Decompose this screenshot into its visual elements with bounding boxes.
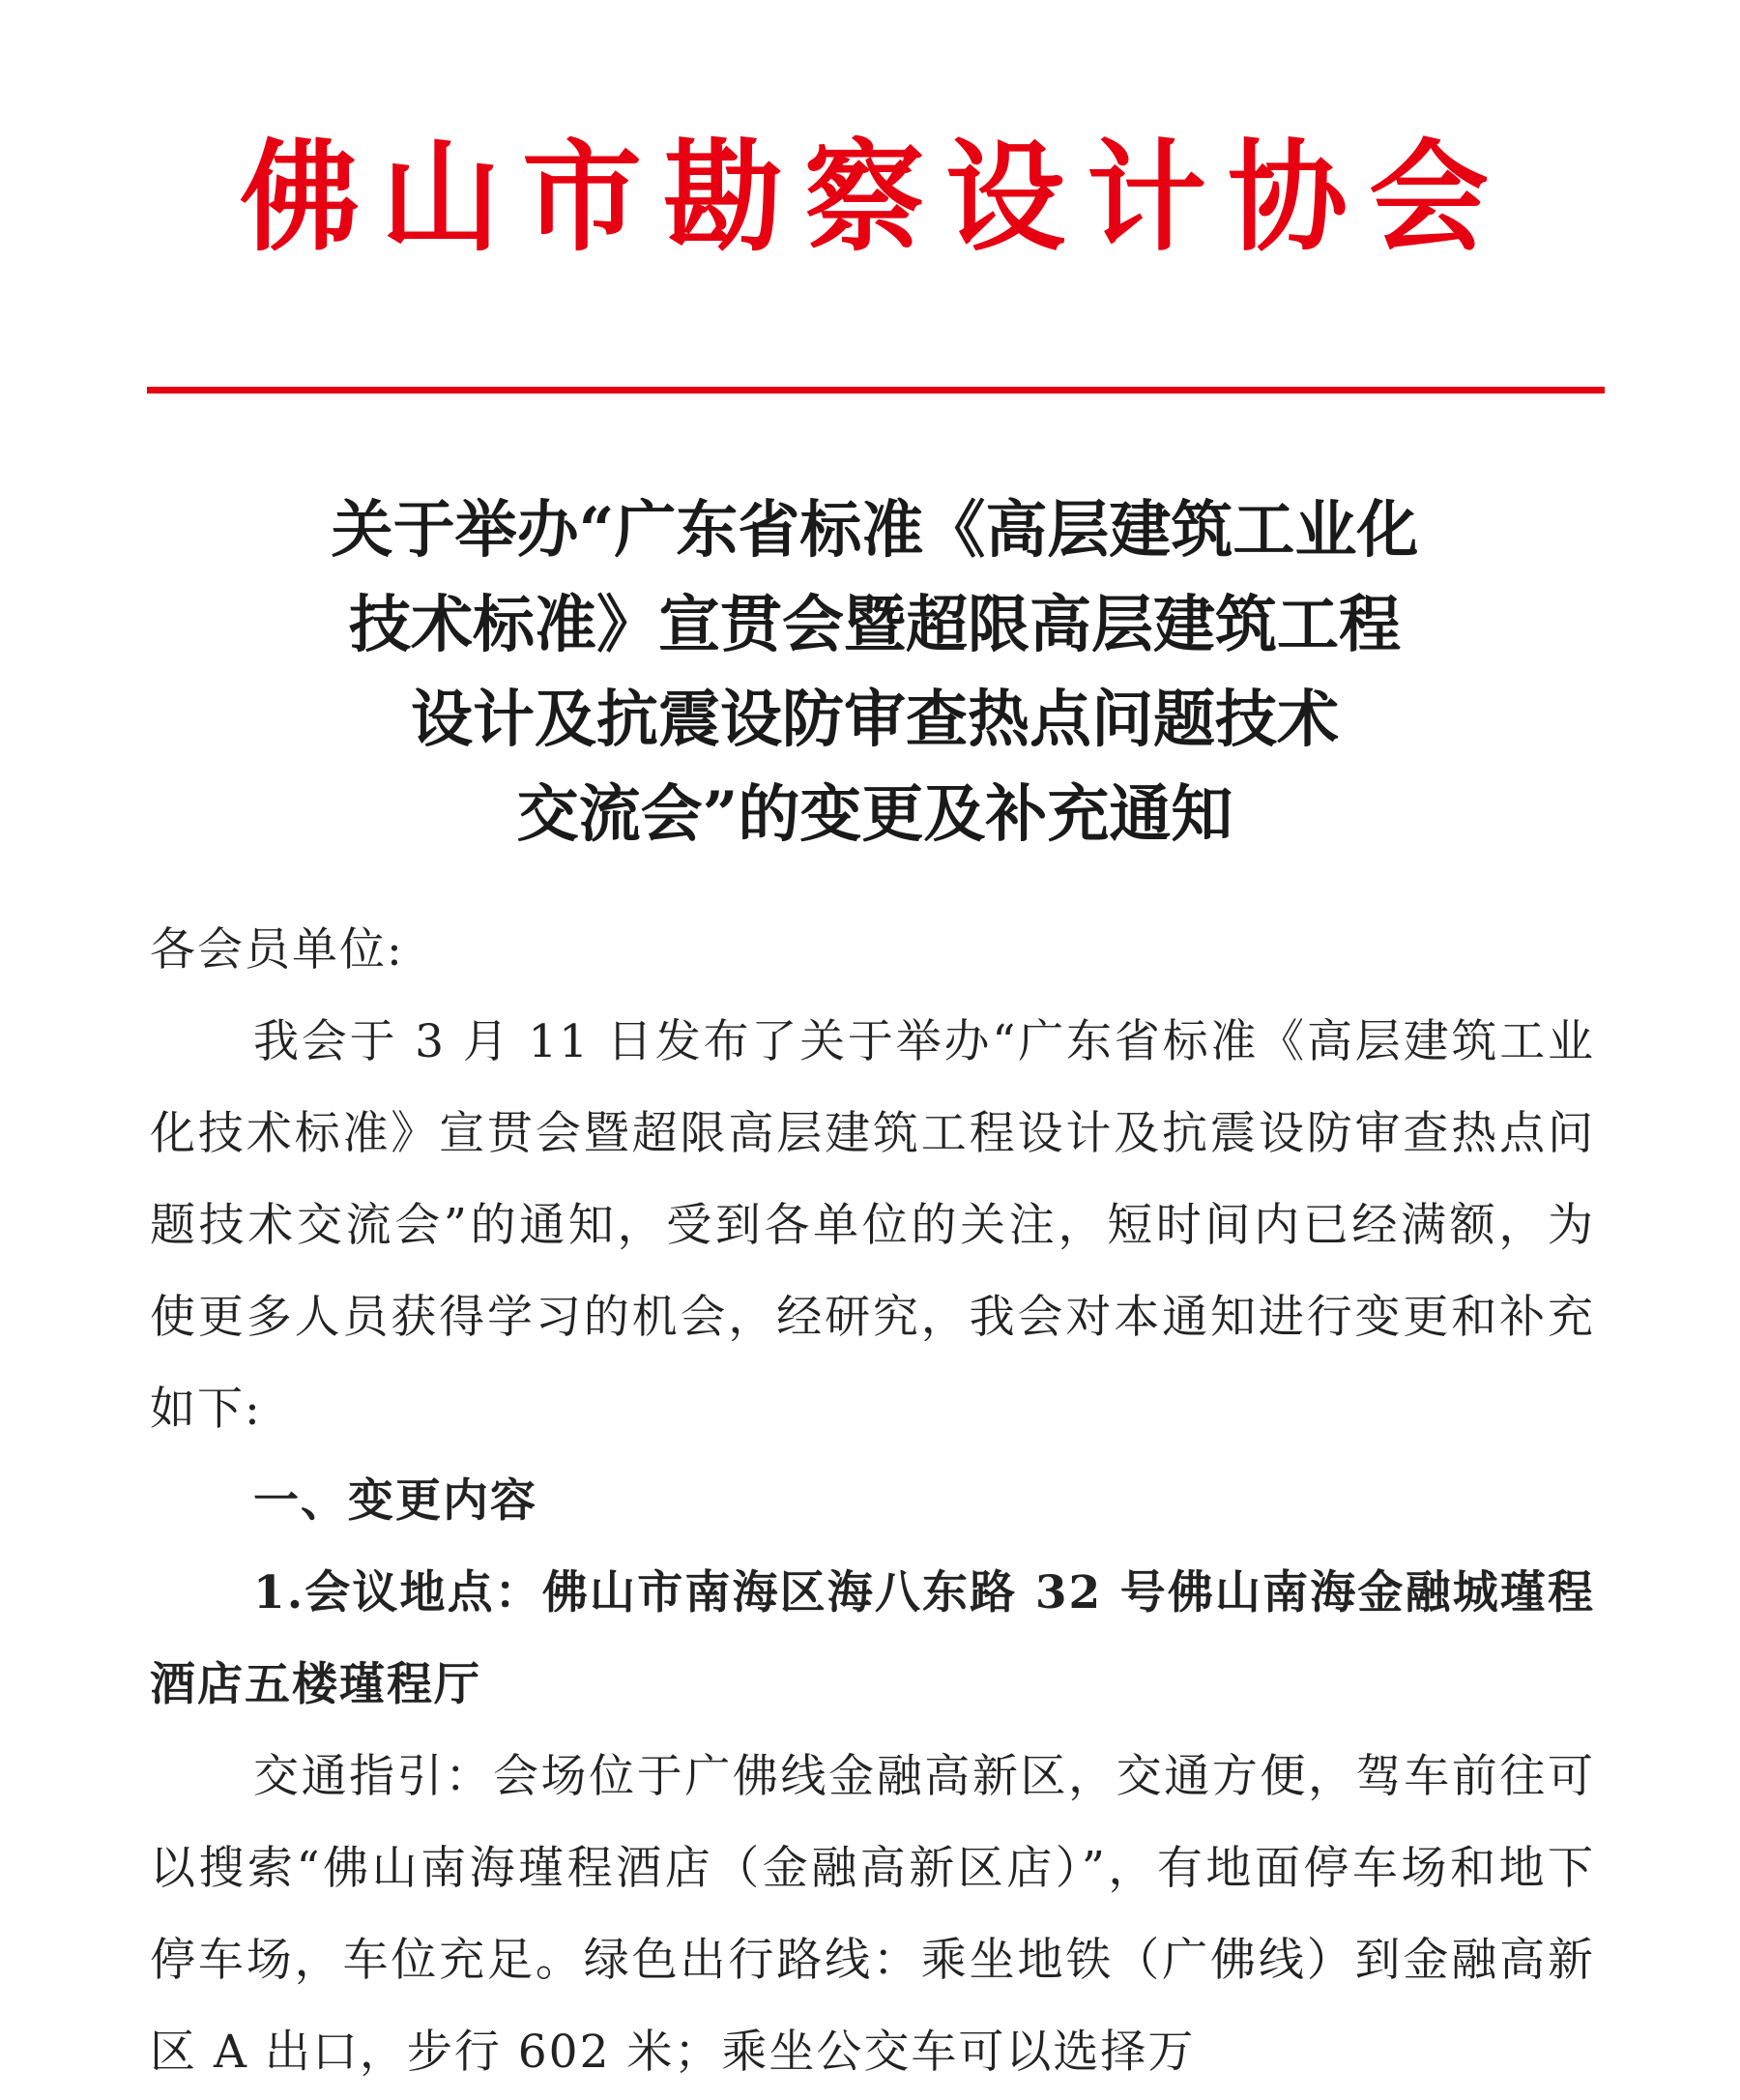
title-line: 关于举办“广东省标准《高层建筑工业化 bbox=[331, 494, 1419, 567]
section-one-heading: 一、变更内容 bbox=[253, 1474, 537, 1528]
organization-header: 佛山市勘察设计协会 bbox=[239, 129, 1510, 268]
salutation: 各会员单位: bbox=[150, 923, 404, 977]
transport-paragraph: 交通指引：会场位于广佛线金融高新区，交通方便，驾车前往可以搜索“佛山南海瑾程酒店（金融高新区店）”，有地面停车场和地下停车场，车位充足。绿色出行路线：乘坐地铁（广佛线）到金融高新区 A 出口，步行 602 米；乘坐公交车可以选择万 bbox=[150, 1750, 1595, 2079]
intro-paragraph: 我会于 3 月 11 日发布了关于举办“广东省标准《高层建筑工业化技术标准》宣贯会暨超限高层建筑工程设计及抗震设防审查热点问题技术交流会”的通知，受到各单位的关注，短时间内已经满额，为使更多人员获得学习的机会，经研究，我会对本通知进行变更和补充如下: bbox=[150, 1015, 1595, 1436]
document-title bbox=[145, 483, 1605, 862]
document-body bbox=[150, 904, 1595, 2098]
title-line: 技术标准》宣贯会暨超限高层建筑工程 bbox=[349, 589, 1401, 661]
header-divider bbox=[147, 387, 1605, 394]
title-line: 设计及抗震设防审查热点问题技术 bbox=[411, 684, 1339, 756]
item-one-venue: 1.会议地点：佛山市南海区海八东路 32 号佛山南海金融城瑾程酒店五楼瑾程厅 bbox=[150, 1566, 1595, 1711]
title-line: 交流会”的变更及补充通知 bbox=[516, 778, 1233, 851]
